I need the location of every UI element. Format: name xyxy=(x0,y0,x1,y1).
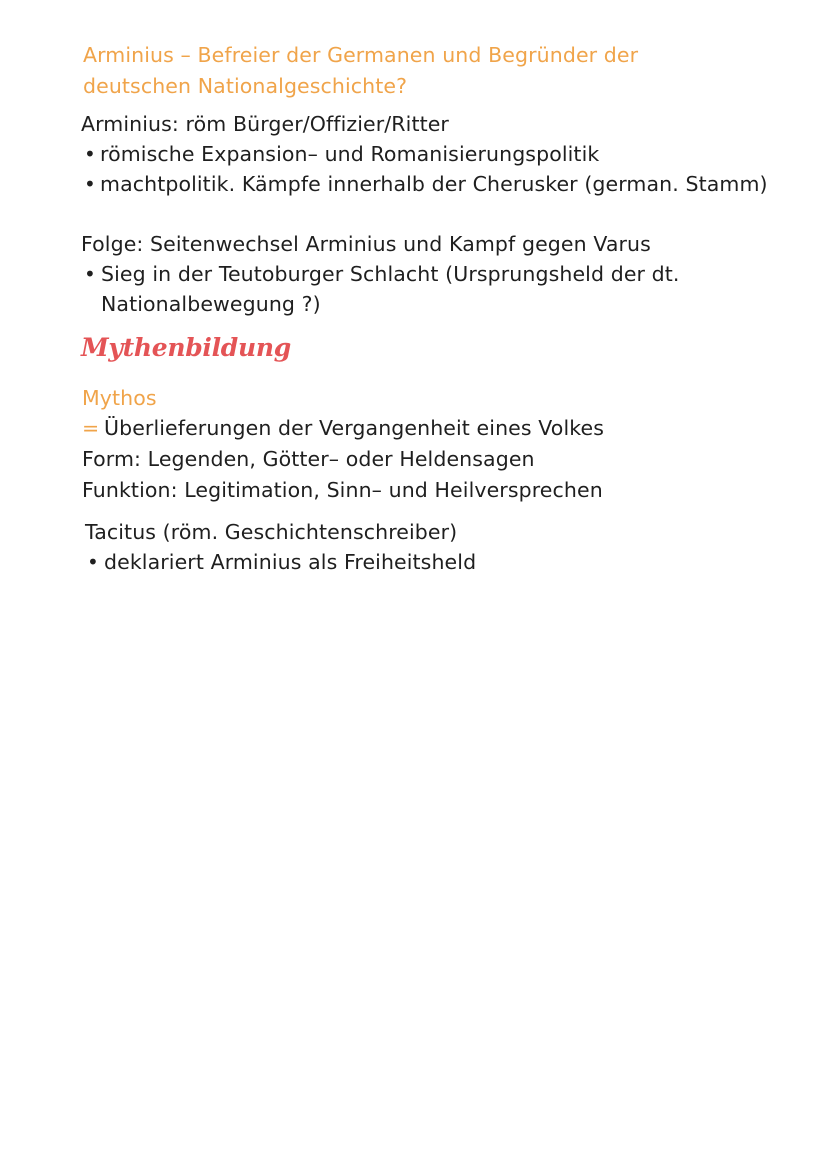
equals-sign: = xyxy=(82,416,100,440)
mythos-funktion: Funktion: Legitimation, Sinn– und Heilversprechen xyxy=(82,478,603,502)
section1-intro: Arminius: röm Bürger/Offizier/Ritter xyxy=(81,112,449,136)
section1-bullet-2: machtpolitik. Kämpfe innerhalb der Cherusker (german. Stamm) xyxy=(100,172,768,196)
subheading-mythenbildung: Mythenbildung xyxy=(81,333,291,362)
bullet-dot: • xyxy=(87,550,99,574)
bullet-dot: • xyxy=(84,142,96,166)
section2-bullet-line-2: Nationalbewegung ?) xyxy=(101,292,321,316)
heading-line-1: Arminius – Befreier der Germanen und Begründer der xyxy=(83,43,639,67)
heading-line-2: deutschen Nationalgeschichte? xyxy=(83,74,408,98)
mythos-term: Mythos xyxy=(82,386,157,410)
section2-intro: Folge: Seitenwechsel Arminius und Kampf gegen Varus xyxy=(81,232,651,256)
tacitus-bullet: deklariert Arminius als Freiheitsheld xyxy=(104,550,477,574)
mythos-definition: Überlieferungen der Vergangenheit eines Volkes xyxy=(104,416,604,440)
bullet-dot: • xyxy=(84,172,96,196)
section2-bullet-line-1: Sieg in der Teutoburger Schlacht (Ursprungsheld der dt. xyxy=(101,262,680,286)
mythos-form: Form: Legenden, Götter– oder Heldensagen xyxy=(82,447,535,471)
bullet-dot: • xyxy=(84,262,96,286)
section1-bullet-1: römische Expansion– und Romanisierungspolitik xyxy=(100,142,600,166)
tacitus-intro: Tacitus (röm. Geschichtenschreiber) xyxy=(85,520,458,544)
